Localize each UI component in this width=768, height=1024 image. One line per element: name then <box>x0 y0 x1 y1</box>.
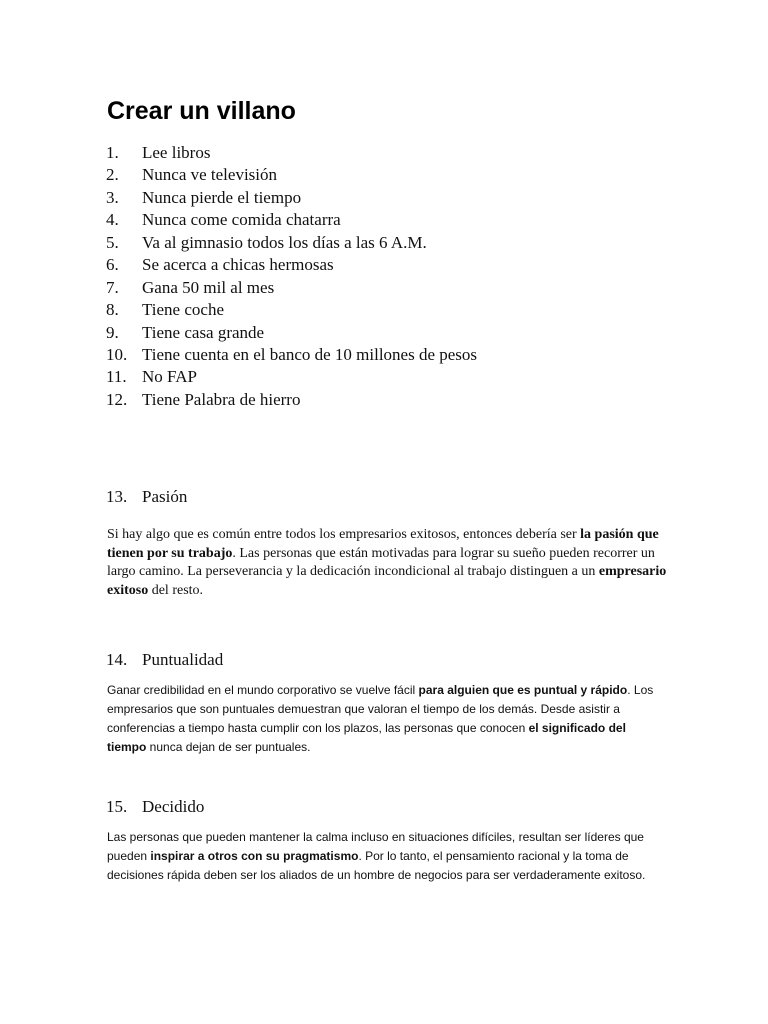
list-item <box>106 366 477 388</box>
list-item <box>106 344 477 366</box>
section-number: 14. <box>106 650 128 669</box>
list-item <box>106 277 477 299</box>
list-item-text: Tiene coche <box>142 300 224 320</box>
list-item-number: 7. <box>106 277 119 297</box>
section-title: Decidido <box>142 797 205 816</box>
list-item-number: 4. <box>106 210 119 230</box>
paragraph-text: nunca dejan de ser puntuales. <box>146 740 311 754</box>
list-item-number: 9. <box>106 322 119 342</box>
list-item <box>106 209 477 231</box>
list-item-text: Nunca ve televisión <box>142 165 278 185</box>
list-item <box>106 322 477 344</box>
list-item-number: 6. <box>106 255 119 275</box>
list-item-text: No FAP <box>142 367 197 387</box>
list-item-number: 8. <box>106 300 119 320</box>
paragraph-text: del resto. <box>148 583 204 599</box>
list-item-text: Nunca come comida chatarra <box>142 210 341 230</box>
page-title: Crear un villano <box>107 97 296 125</box>
section-paragraph-pasion <box>107 526 667 601</box>
list-item-number: 1. <box>106 143 119 162</box>
list-item-text: Tiene cuenta en el banco de 10 millones de pesos <box>142 344 478 364</box>
list-item-text: Tiene Palabra de hierro <box>142 389 301 409</box>
list-item-number: 11. <box>106 367 127 387</box>
section-title: Pasión <box>142 487 188 506</box>
paragraph-bold-text: para alguien que es puntual y rápido <box>418 683 628 697</box>
list-item-text: Se acerca a chicas hermosas <box>142 255 334 275</box>
section-heading-pasion <box>106 485 187 509</box>
section-paragraph-puntualidad <box>107 681 667 757</box>
paragraph-bold-text: la pasión que tienen por su trabajo <box>107 527 659 561</box>
section-title: Puntualidad <box>142 650 224 669</box>
list-item-text: Lee libros <box>142 143 211 162</box>
section-heading-puntualidad <box>106 648 223 672</box>
section-heading-decidido <box>106 795 204 819</box>
list-item <box>106 299 477 321</box>
list-item <box>106 232 477 254</box>
list-item-number: 12. <box>106 389 128 409</box>
paragraph-bold-text: empresario exitoso <box>107 564 667 599</box>
paragraph-text: Ganar credibilidad en el mundo corporativo se vuelve fácil <box>107 683 419 697</box>
paragraph-text: . Por lo tanto, el pensamiento racional y la toma de decisiones rápida deben ser los aliados de un hombre de negocios para ser verdaderamente exitoso. <box>107 849 646 882</box>
section-number: 15. <box>106 797 128 816</box>
list-item <box>106 164 477 186</box>
list-item-number: 5. <box>106 232 119 252</box>
villain-traits-list <box>106 142 477 411</box>
list-item-number: 3. <box>106 187 119 207</box>
list-item <box>106 142 477 164</box>
list-item-text: Tiene casa grande <box>142 322 265 342</box>
list-item-text: Nunca pierde el tiempo <box>142 187 302 207</box>
paragraph-text: . Los empresarios que son puntuales demuestran que valoran el tiempo de los demás. Desde asistir a conferencias a tiempo hasta cumplir con los plazos, las personas que conocen <box>107 683 654 735</box>
list-item <box>106 389 477 411</box>
list-item <box>106 254 477 276</box>
section-paragraph-decidido <box>107 828 667 885</box>
paragraph-text: . Las personas que están motivadas para lograr su sueño pueden recorrer un largo camino. La perseverancia y la dedicación incondicional al trabajo distinguen a un <box>107 545 655 580</box>
list-item-text: Gana 50 mil al mes <box>142 277 275 297</box>
section-number: 13. <box>106 487 128 506</box>
list-item-text: Va al gimnasio todos los días a las 6 A.M. <box>142 232 427 252</box>
list-item-number: 2. <box>106 165 119 185</box>
list-item-number: 10. <box>106 344 128 364</box>
paragraph-bold-text: el significado del tiempo <box>107 721 626 754</box>
paragraph-text: Las personas que pueden mantener la calma incluso en situaciones difíciles, resultan ser líderes que pueden <box>107 830 644 863</box>
paragraph-text: Si hay algo que es común entre todos los empresarios exitosos, entonces debería ser <box>107 527 581 542</box>
paragraph-bold-text: inspirar a otros con su pragmatismo <box>150 849 359 863</box>
list-item <box>106 187 477 209</box>
